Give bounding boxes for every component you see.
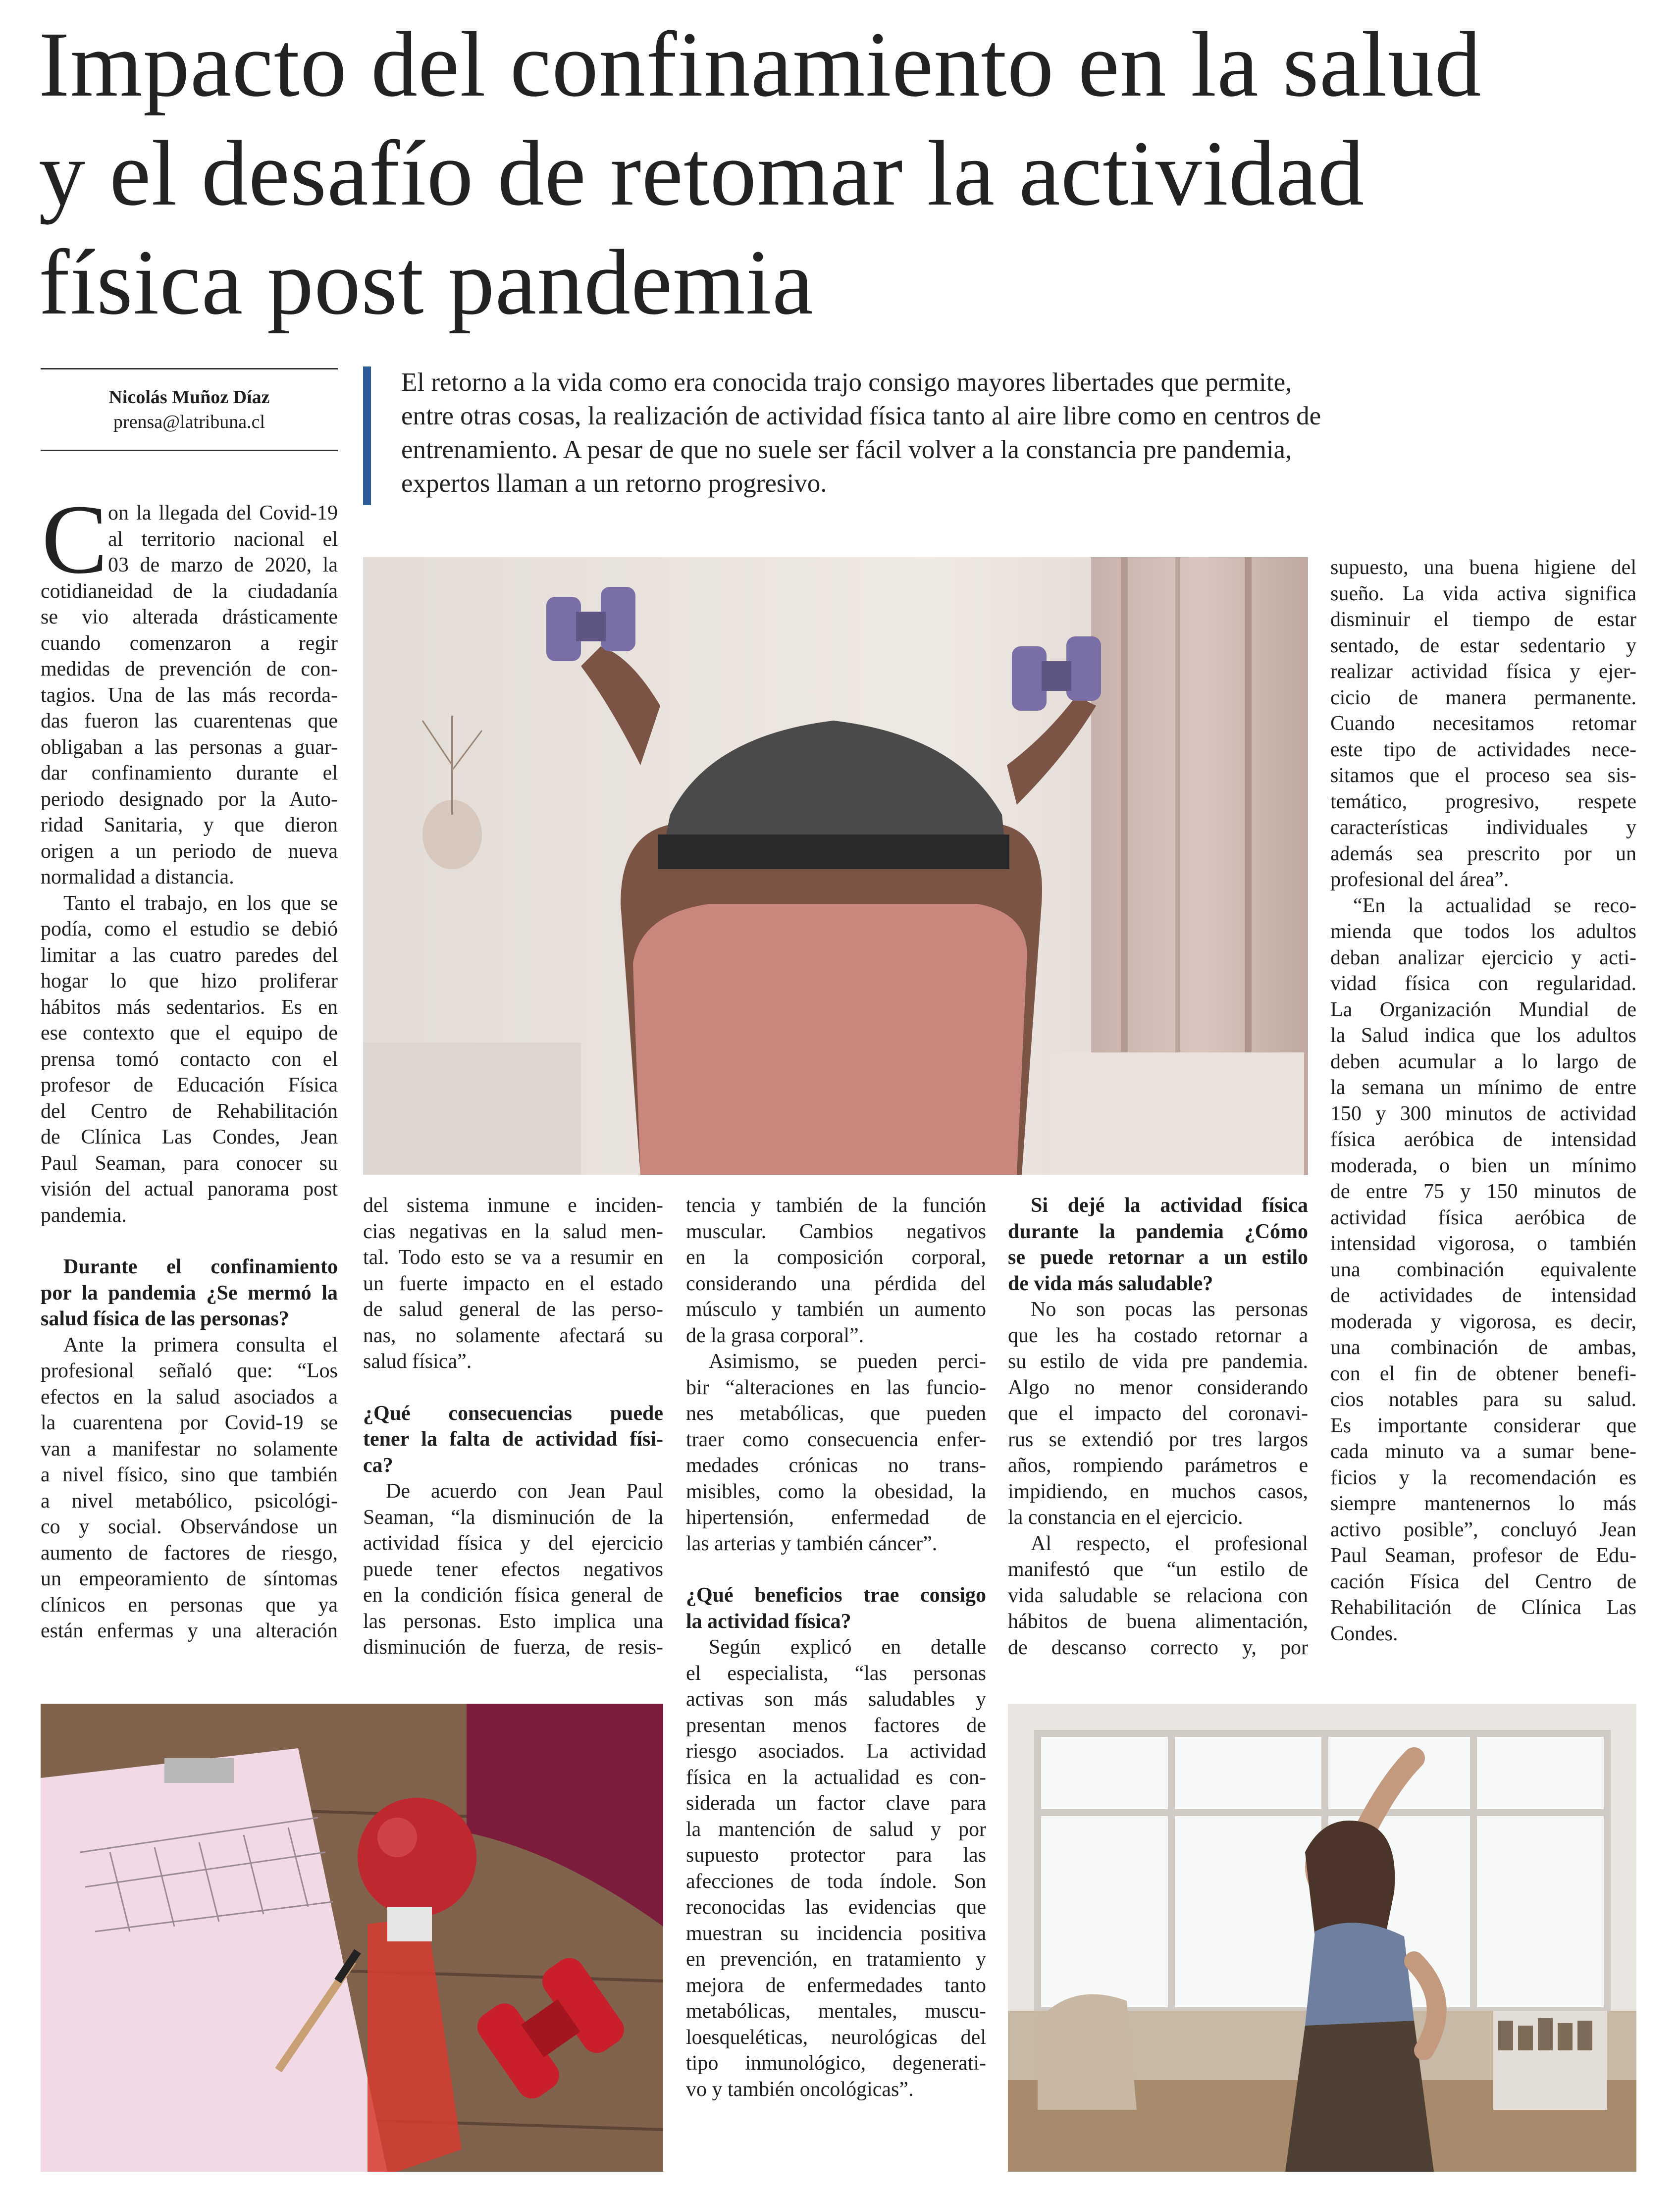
body-line: cicio de manera permanente. (1330, 686, 1636, 709)
body-line: impidiendo, en muchos casos, (1008, 1480, 1308, 1503)
body-line: muscular. Cambios negativos (686, 1220, 986, 1243)
body-line: de salud general de las perso- (363, 1298, 663, 1321)
body-line: cias negativas en la salud men- (363, 1220, 663, 1243)
body-line: las personas. Esto implica una (363, 1610, 663, 1633)
body-line: músculo y también un aumento (686, 1298, 986, 1321)
body-line: Es importante considerar que (1330, 1414, 1636, 1437)
spacer (41, 1228, 338, 1254)
body-line: considerando una pérdida del (686, 1272, 986, 1295)
body-line: que les ha costado retornar a (1008, 1324, 1308, 1347)
body-line: hábitos más sedentarios. Es en (41, 995, 338, 1019)
body-line: Asimismo, se pueden perci- (709, 1350, 986, 1373)
question-heading: ¿Qué beneficios trae consigo (686, 1584, 986, 1607)
body-line: bir “alteraciones en las funcio- (686, 1376, 986, 1399)
body-line: afecciones de toda índole. Son (686, 1870, 986, 1893)
body-line: sueño. La vida activa significa (1330, 582, 1636, 605)
body-line: das fueron las cuarentenas que (41, 710, 338, 732)
body-line: siderada un factor clave para (686, 1792, 986, 1815)
body-line: obligaban a las personas a guar- (41, 735, 338, 759)
body-line: la cuarentena por Covid-19 se (41, 1411, 338, 1434)
body-line: visión del actual panorama post (41, 1178, 338, 1201)
body-line: van a manifestar no solamente (41, 1437, 338, 1461)
body-line: activas son más saludables y (686, 1688, 986, 1711)
body-line: un fuerte impacto en el estado (363, 1272, 663, 1295)
body-line: limitar a las cuatro paredes del (41, 943, 338, 967)
body-line: además sea prescrito por un (1330, 842, 1636, 865)
body-line: temático, progresivo, respete (1330, 790, 1636, 813)
body-line: clínicos en personas que ya (41, 1593, 338, 1617)
question-heading: por la pandemia ¿Se mermó la (41, 1281, 338, 1305)
body-line: medidas de prevención de con- (41, 658, 338, 680)
body-line: física en la actualidad es con- (686, 1766, 986, 1789)
body-line: Ante la primera consulta el (63, 1333, 338, 1357)
body-line: con el fin de obtener benefi- (1330, 1362, 1636, 1385)
body-line: manifestó que “un estilo de (1008, 1558, 1308, 1581)
body-line: reconocidas las evidencias que (686, 1896, 986, 1919)
body-line: tencia y también de la función (686, 1194, 986, 1217)
body-line: a nivel físico, sino que también (41, 1463, 338, 1486)
body-line: prensa tomó contacto con el (41, 1047, 338, 1071)
body-line: disminución de fuerza, de resis- (363, 1636, 663, 1659)
column-2 (363, 1193, 663, 1661)
body-line: 150 y 300 minutos de actividad (1330, 1102, 1636, 1125)
column-3 (686, 1193, 986, 2102)
body-line: vida saludable se relaciona con (1008, 1584, 1308, 1607)
body-line: que el impacto del coronavi- (1008, 1402, 1308, 1425)
lede-accent-bar (363, 366, 371, 505)
body-line: 03 de marzo de 2020, la (108, 554, 338, 576)
body-line: una combinación equivalente (1330, 1258, 1636, 1281)
body-line: Al respecto, el profesional (1031, 1532, 1308, 1555)
headline (39, 10, 1648, 337)
body-line: Según explicó en detalle (709, 1636, 986, 1659)
body-line: características individuales y (1330, 816, 1636, 839)
body-line: cuando comenzaron a regir (41, 631, 338, 655)
body-line: supuesto, una buena higiene del (1330, 556, 1636, 579)
question-heading: Durante el confinamiento (63, 1255, 338, 1278)
body-line: podía, como el estudio se debió (41, 918, 338, 940)
body-line: están enfermas y una alteración (41, 1619, 338, 1642)
body-line: muestran su incidencia positiva (686, 1922, 986, 1945)
body-line: No son pocas las personas (1031, 1298, 1308, 1321)
body-line: cotidianeidad de la ciudadanía (41, 579, 338, 603)
body-line: loesqueléticas, neurológicas del (686, 2026, 986, 2049)
body-line: hábitos de buena alimentación, (1008, 1610, 1308, 1633)
body-line: actividad física aeróbica de (1330, 1206, 1636, 1229)
body-line: activo posible”, concluyó Jean (1330, 1518, 1636, 1541)
body-line: moderada, o bien un mínimo (1330, 1154, 1636, 1177)
question-heading: se puede retornar a un estilo (1008, 1246, 1308, 1269)
body-line: on la llegada del Covid-19 (108, 502, 338, 524)
body-line: Condes. (1330, 1622, 1398, 1645)
body-line: origen a un periodo de nueva (41, 839, 338, 863)
question-heading: tener la falta de actividad físi- (363, 1428, 663, 1451)
body-line: misibles, como la obesidad, la (686, 1480, 986, 1503)
body-line: Algo no menor considerando (1008, 1376, 1308, 1399)
body-line: cada minuto va a sumar bene- (1330, 1440, 1636, 1463)
drop-cap: C (42, 485, 108, 594)
body-line: en la composición corporal, (686, 1246, 986, 1269)
lede-paragraph (401, 366, 1555, 500)
body-line: rus se extendió por tres largos (1008, 1428, 1308, 1451)
question-heading: Si dejé la actividad física (1031, 1194, 1308, 1217)
body-line: la constancia en el ejercicio. (1008, 1506, 1243, 1529)
photo-woman-stretching (1008, 1704, 1636, 2172)
body-line: De acuerdo con Jean Paul (386, 1480, 663, 1503)
question-heading: salud física de las personas? (41, 1307, 289, 1330)
body-line: física aeróbica de intensidad (1330, 1128, 1636, 1151)
body-line: Tanto el trabajo, en los que se (63, 891, 338, 915)
body-line: Cuando necesitamos retomar (1330, 712, 1636, 735)
question-heading: ca? (363, 1454, 393, 1477)
body-line: puede tener efectos negativos (363, 1558, 663, 1581)
body-line: nas, no solamente afectará su (363, 1324, 663, 1347)
body-line: mejora de enfermedades tanto (686, 1974, 986, 1997)
body-line: al territorio nacional el (108, 527, 338, 551)
question-heading: la actividad física? (686, 1610, 851, 1633)
body-line: la semana un mínimo de entre (1330, 1076, 1636, 1099)
question-heading: durante la pandemia ¿Cómo (1008, 1220, 1308, 1243)
lede-line: expertos llaman a un retorno progresivo. (401, 469, 827, 498)
body-line: hogar lo que hizo proliferar (41, 970, 338, 992)
body-line: medades crónicas no trans- (686, 1454, 986, 1477)
body-line: las arterias y también cáncer”. (686, 1532, 938, 1555)
photo-dumbbells-woman (363, 557, 1308, 1175)
body-line: “En la actualidad se reco- (1353, 894, 1636, 917)
column-5 (1330, 555, 1636, 1647)
body-line: salud física”. (363, 1350, 472, 1373)
body-line: aumento de factores de riesgo, (41, 1541, 338, 1565)
body-line: efectos en la salud asociados a (41, 1385, 338, 1409)
body-line: profesional del área”. (1330, 868, 1509, 891)
body-line: supuesto protector para las (686, 1844, 986, 1867)
body-line: Paul Seaman, profesor de Edu- (1330, 1544, 1636, 1567)
body-line: de entre 75 y 150 minutos de (1330, 1180, 1636, 1203)
body-line: dar confinamiento durante el (41, 762, 338, 784)
spacer (686, 1557, 986, 1582)
column-1 (41, 500, 338, 1644)
author-email: prensa@latribuna.cl (113, 412, 265, 432)
byline-top-rule (41, 368, 338, 369)
body-line: disminuir el tiempo de estar (1330, 608, 1636, 631)
body-line: este tipo de actividades nece- (1330, 738, 1636, 761)
question-heading: de vida más saludable? (1008, 1272, 1213, 1295)
body-line: a nivel metabólico, psicológi- (41, 1489, 338, 1513)
body-line: Rehabilitación de Clínica Las (1330, 1596, 1636, 1619)
body-line: profesor de Educación Física (41, 1074, 338, 1096)
body-line: ese contexto que el equipo de (41, 1022, 338, 1044)
body-line: Paul Seaman, para conocer su (41, 1151, 338, 1175)
body-line: del sistema inmune e inciden- (363, 1194, 663, 1217)
photo-clipboard-dumbbell (41, 1704, 663, 2172)
body-line: profesional señaló que: “Los (41, 1359, 338, 1382)
lede-line: entre otras cosas, la realización de actividad física tanto al aire libre como en centros de (401, 402, 1321, 430)
body-line: intensidad vigorosa, o también (1330, 1232, 1636, 1255)
body-line: tagios. Una de las más recorda- (41, 683, 338, 707)
body-line: deben acumular a lo largo de (1330, 1050, 1636, 1073)
lede-line: El retorno a la vida como era conocida trajo consigo mayores libertades que permite, (401, 368, 1292, 397)
body-line: presentan menos factores de (686, 1714, 986, 1737)
spacer (363, 1375, 663, 1401)
body-line: riesgo asociados. La actividad (686, 1740, 986, 1763)
question-heading: ¿Qué consecuencias puede (363, 1402, 663, 1425)
body-line: cios notables para su salud. (1330, 1388, 1636, 1411)
body-line: Seaman, “la disminución de la (363, 1506, 663, 1529)
body-line: del Centro de Rehabilitación (41, 1099, 338, 1123)
body-line: deban analizar ejercicio y acti- (1330, 946, 1636, 969)
body-line: vo y también oncológicas”. (686, 2078, 914, 2101)
body-line: de Clínica Las Condes, Jean (41, 1126, 338, 1149)
byline-bottom-rule (41, 450, 338, 451)
body-line: tal. Todo esto se va a resumir en (363, 1246, 663, 1269)
body-line: hipertensión, enfermedad de (686, 1506, 986, 1529)
body-line: mienda que todos los adultos (1330, 920, 1636, 943)
column-4 (1008, 1193, 1308, 1661)
headline-line: Impacto del confinamiento en la salud (39, 12, 1482, 116)
body-line: de descanso correcto y, por (1008, 1636, 1308, 1659)
body-line: actividad física y del ejercicio (363, 1532, 663, 1555)
body-line: sitamos que el proceso sea sis- (1330, 764, 1636, 787)
body-line: el especialista, “las personas (686, 1662, 986, 1685)
headline-line: y el desafío de retomar la actividad (39, 121, 1365, 225)
body-line: un empeoramiento de síntomas (41, 1567, 338, 1590)
author-name: Nicolás Muñoz Díaz (108, 387, 270, 408)
body-line: metabólicas, mentales, muscu- (686, 2000, 986, 2023)
body-line: realizar actividad física y ejer- (1330, 660, 1636, 683)
body-line: normalidad a distancia. (41, 866, 234, 888)
body-line: siempre mantenernos lo más (1330, 1492, 1636, 1515)
body-line: en la condición física general de (363, 1584, 663, 1607)
body-line: en prevención, en tratamiento y (686, 1948, 986, 1971)
body-line: co y social. Observándose un (41, 1515, 338, 1538)
body-line: nes metabólicas, que pueden (686, 1402, 986, 1425)
lede-line: entrenamiento. A pesar de que no suele ser fácil volver a la constancia pre pandemia, (401, 435, 1292, 464)
body-line: tipo inmunológico, degenerati- (686, 2052, 986, 2075)
body-line: ridad Sanitaria, y que dieron (41, 814, 338, 836)
body-line: traer como consecuencia enfer- (686, 1428, 986, 1451)
body-line: periodo designado por la Auto- (41, 787, 338, 811)
body-line: su estilo de vida pre pandemia. (1008, 1350, 1308, 1373)
headline-line: física post pandemia (39, 230, 814, 334)
body-line: vidad física con regularidad. (1330, 972, 1636, 995)
body-line: cación Física del Centro de (1330, 1570, 1636, 1593)
body-line: de actividades de intensidad (1330, 1284, 1636, 1307)
body-line: la mantención de salud y por (686, 1818, 986, 1841)
body-line: de la grasa corporal”. (686, 1324, 864, 1347)
body-line: años, rompiendo parámetros e (1008, 1454, 1308, 1477)
body-line: se vio alterada drásticamente (41, 606, 338, 628)
body-line: la Salud indica que los adultos (1330, 1024, 1636, 1047)
body-line: pandemia. (41, 1203, 127, 1227)
body-line: ficios y la recomendación es (1330, 1466, 1636, 1489)
body-line: La Organización Mundial de (1330, 998, 1636, 1021)
body-line: moderada y vigorosa, es decir, (1330, 1310, 1636, 1333)
body-line: una combinación de ambas, (1330, 1336, 1636, 1359)
body-line: sentado, de estar sedentario y (1330, 634, 1636, 657)
